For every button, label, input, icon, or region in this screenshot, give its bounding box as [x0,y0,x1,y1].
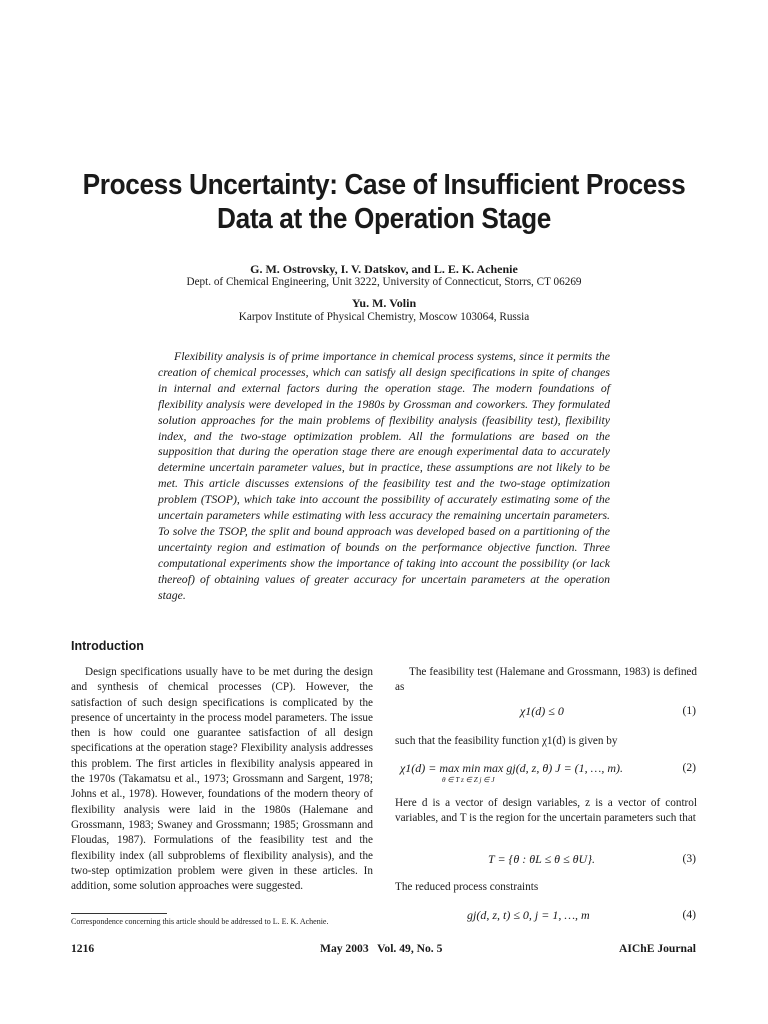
equation-2: χ1(d) = max min max gj(d, z, θ) J = (1, …, m). [400,761,623,775]
footer-issue: May 2003 Vol. 49, No. 5 [320,942,443,955]
equation-4-number: (4) [682,908,696,921]
equation-1-number: (1) [682,704,696,717]
equation-2-subscripts: θ ∈ T z ∈ Z j ∈ J [442,776,495,784]
author-volin: Yu. M. Volin [351,296,417,310]
equation-2-number: (2) [682,761,696,774]
footnote-rule [71,913,167,914]
equation-1: χ1(d) ≤ 0 [520,704,564,718]
equation-3-number: (3) [682,852,696,865]
section-heading-introduction: Introduction [71,639,144,653]
abstract: Flexibility analysis is of prime importance in chemical process systems, since it permits the creation of chemical processes, which can satisfy all design specifications in spite of changes in internal and external factors during the operation stage. The modern foundations of flexibility analysis were developed in the 1980s by Grossman and coworkers. They formulated solution approaches for the main problems of flexibility analysis (feasibility test), flexibility index, and the two-stage optimization problem. All the formulations are based on the supposition that during the operation stage there are enough experimental data to accurately determine uncertain parameter values, but in practice, these assumptions are not likely to be met. This article discusses extensions of the feasibility test and the two-stage optimization problem (TSOP), which take into account the possibility of accurately estimating some of the uncertain parameters while estimating with less accuracy the remaining uncertain parameters. To solve the TSOP, the split and bound approach was developed based on a partitioning of the uncertainty region and estimation of bounds on the performance objective function. Three computational experiments show the importance of taking into account the possibility (or lack thereof) of obtaining values of greater accuracy for uncertain parameters at the operation stage. [158,349,610,602]
reduced-constraints-paragraph: The reduced process constraints [395,881,539,893]
intro-paragraph-left: Design specifications usually have to be met during the design and synthesis of chemical processes (CP). However, the satisfaction of such design specifications is complicated by the presence of uncertainty in the process model parameters. The issue then is how could one guarantee satisfaction of all design specifications at the operation stage? Flexibility analysis addresses this problem. The first articles in flexibility analysis appeared in the 1970s (Takamatsu et al., 1973; Grossmann and Sargent, 1978; Johns et al., 1978). However, foundations of the modern theory of flexibility analysis were laid in the 1980s (Halemane and Grossmann, 1983; Swaney and Grossmann; 1985; Grossmann and Floudas, 1987). Formulations of the feasibility test and the flexibility index (all subproblems of flexibility analysis), and the two-step optimization problem were given in these articles. In addition, some solution approaches were suggested. [71,666,373,893]
footer-page-number: 1216 [71,942,95,955]
author-list: G. M. Ostrovsky, I. V. Datskov, and L. E. K. Achenie [250,262,518,276]
paper-title: Process Uncertainty: Case of Insufficient Process Data at the Operation Stage [82,169,686,235]
equation-3: T = {θ : θL ≤ θ ≤ θU}. [488,852,596,866]
correspondence-footnote: Correspondence concerning this article should be addressed to L. E. K. Achenie. [71,917,329,926]
affiliation-uconn: Dept. of Chemical Engineering, Unit 3222, University of Connecticut, Storrs, CT 06269 [186,276,582,288]
feasibility-test-paragraph: The feasibility test (Halemane and Grossmann, 1983) is defined as [395,666,697,694]
footer-journal: AIChE Journal [619,942,696,955]
feasibility-function-paragraph: such that the feasibility function χ1(d) is given by [395,735,618,747]
equation-4: gj(d, z, t) ≤ 0, j = 1, …, m [467,908,590,922]
design-variables-paragraph: Here d is a vector of design variables, z is a vector of control variables, and T is the region for the uncertain parameters such that [395,797,697,825]
affiliation-karpov: Karpov Institute of Physical Chemistry, Moscow 103064, Russia [238,311,530,323]
